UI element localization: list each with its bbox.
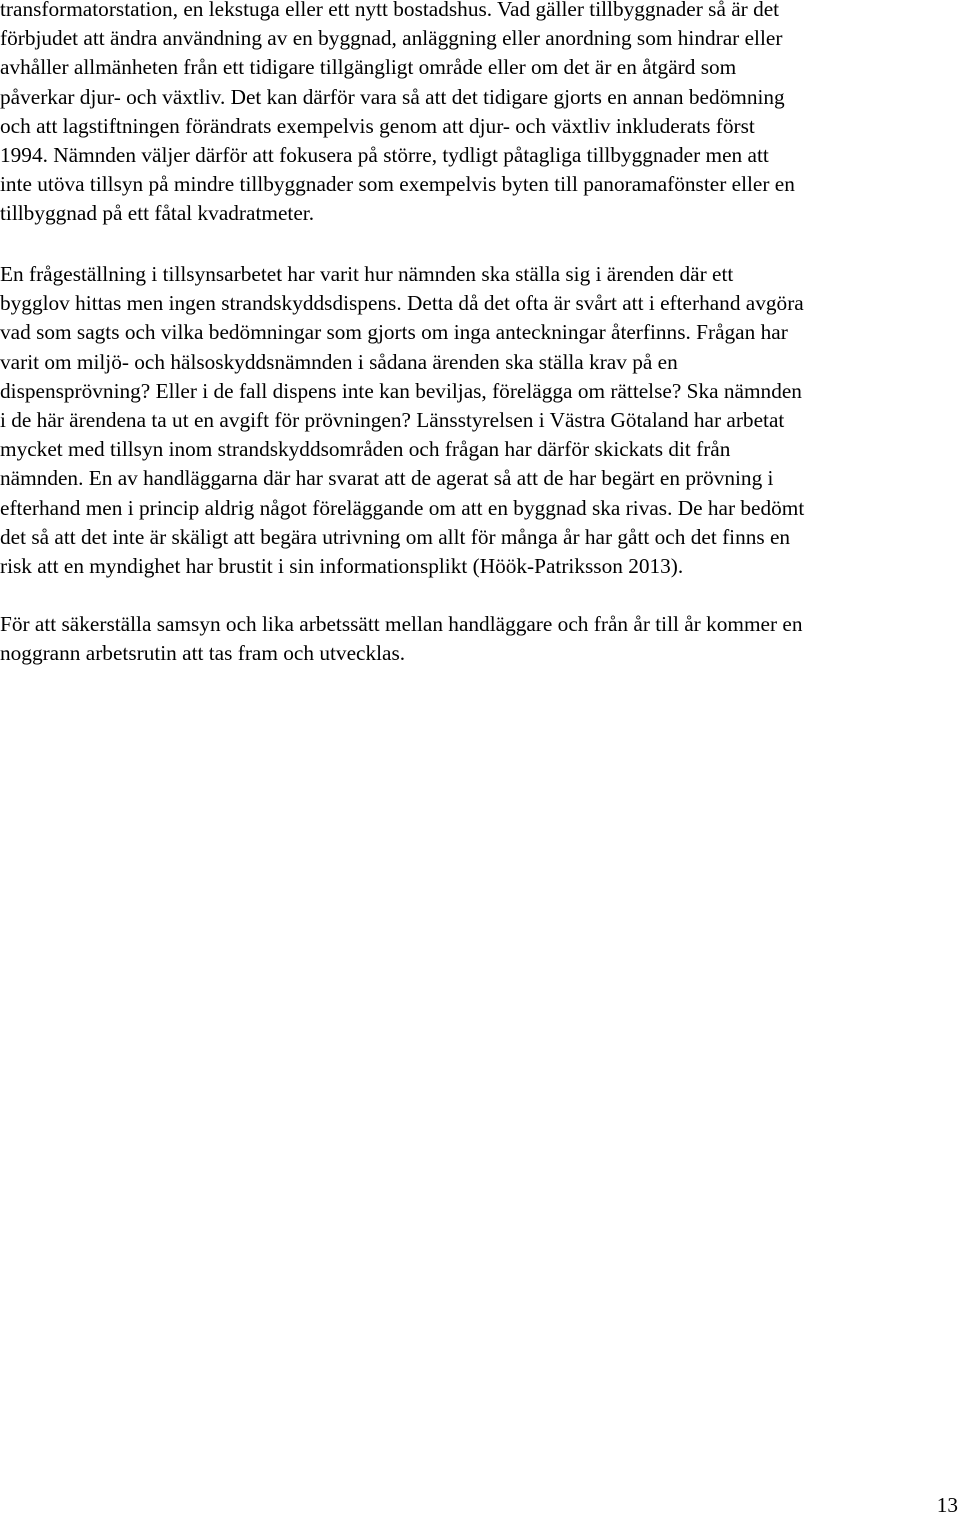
text-line: bygglov hittas men ingen strandskyddsdispens. Detta då det ofta är svårt att i efterhand avgöra	[0, 291, 804, 316]
text-line: 1994. Nämnden väljer därför att fokusera på större, tydligt påtagliga tillbyggnader men att	[0, 142, 769, 167]
text-line: inte utöva tillsyn på mindre tillbyggnader som exempelvis byten till panoramafönster eller en	[0, 172, 795, 197]
text-line: En frågeställning i tillsynsarbetet har varit hur nämnden ska ställa sig i ärenden där ett	[0, 262, 734, 286]
paragraph-2	[0, 260, 960, 581]
text-line: nämnden. En av handläggarna där har svarat att de agerat så att de har begärt en prövning i	[0, 466, 774, 491]
text-line: För att säkerställa samsyn och lika arbetssätt mellan handläggare och från år till år kommer en	[0, 612, 803, 636]
text-line: risk att en myndighet har brustit i sin informationsplikt (Höök-Patriksson 2013).	[0, 553, 684, 578]
text-line: mycket med tillsyn inom strandskyddsområden och frågan har därför skickats dit från	[0, 437, 731, 462]
text-line: påverkar djur- och växtliv. Det kan därför vara så att det tidigare gjorts en annan bedömning	[0, 84, 785, 109]
text-line: i de här ärendena ta ut en avgift för prövningen? Länsstyrelsen i Västra Götaland har arbetat	[0, 407, 785, 432]
text-line: avhåller allmänheten från ett tidigare tillgängligt område eller om det är en åtgärd som	[0, 55, 737, 80]
text-line: transformatorstation, en lekstuga eller ett nytt bostadshus. Vad gäller tillbyggnader så är det	[0, 0, 780, 21]
text-line: dispensprövning? Eller i de fall dispens inte kan beviljas, förelägga om rättelse? Ska nämnden	[0, 378, 802, 403]
text-line: det så att det inte är skäligt att begära utrivning om allt för många år har gått och det finns en	[0, 524, 791, 549]
paragraph-1	[0, 0, 960, 229]
text-line: vad som sagts och vilka bedömningar som gjorts om inga anteckningar återfinns. Frågan har	[0, 320, 788, 345]
page-number: 13	[936, 1493, 958, 1517]
paragraph-3	[0, 610, 960, 668]
text-line: tillbyggnad på ett fåtal kvadratmeter.	[0, 201, 315, 226]
text-line: och att lagstiftningen förändrats exempelvis genom att djur- och växtliv inkluderats först	[0, 113, 755, 138]
text-line: efterhand men i princip aldrig något föreläggande om att en byggnad ska rivas. De har bedömt	[0, 495, 805, 520]
text-line: förbjudet att ändra användning av en byggnad, anläggning eller anordning som hindrar eller	[0, 26, 783, 51]
text-line: varit om miljö- och hälsoskyddsnämnden i sådana ärenden ska ställa krav på en	[0, 349, 678, 374]
text-line: noggrann arbetsrutin att tas fram och utvecklas.	[0, 641, 406, 666]
